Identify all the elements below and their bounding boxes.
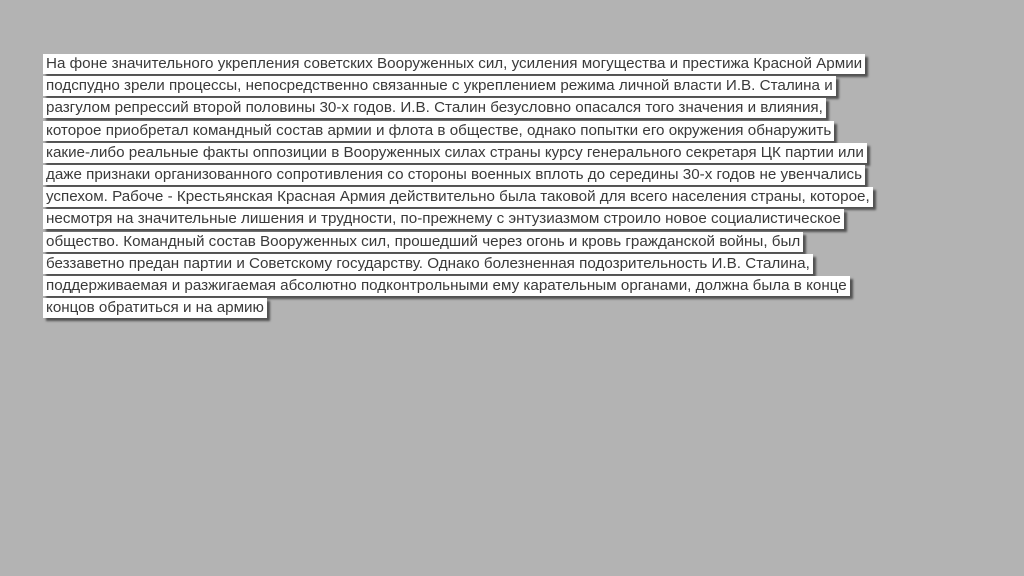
paragraph-line: беззаветно предан партии и Советскому государству. Однако болезненная подозрительность И.В. Сталина, [43,254,813,274]
paragraph [43,54,983,320]
paragraph-line: На фоне значительного укрепления советских Вооруженных сил, усиления могущества и престижа Красной Армии [43,54,865,74]
paragraph-line: поддерживаемая и разжигаемая абсолютно подконтрольными ему карательным органами, должна была в конце [43,276,850,296]
paragraph-line: какие-либо реальные факты оппозиции в Вооруженных силах страны курсу генерального секретаря ЦК партии или [43,143,867,163]
paragraph-line: подспудно зрели процессы, непосредственно связанные с укреплением режима личной власти И.В. Сталина и [43,76,836,96]
paragraph-line: даже признаки организованного сопротивления со стороны военных вплоть до середины 30-х годов не увенчались [43,165,865,185]
paragraph-line: концов обратиться и на армию [43,298,267,318]
paragraph-line: общество. Командный состав Вооруженных сил, прошедший через огонь и кровь гражданской войны, был [43,232,803,252]
paragraph-line: несмотря на значительные лишения и трудности, по-прежнему с энтузиазмом строило новое социалистическое [43,209,844,229]
paragraph-line: успехом. Рабоче - Крестьянская Красная Армия действительно была таковой для всего населения страны, которое, [43,187,873,207]
paragraph-line: которое приобретал командный состав армии и флота в обществе, однако попытки его окружения обнаружить [43,121,834,141]
paragraph-line: разгулом репрессий второй половины 30-х годов. И.В. Сталин безусловно опасался того значения и влияния, [43,98,826,118]
